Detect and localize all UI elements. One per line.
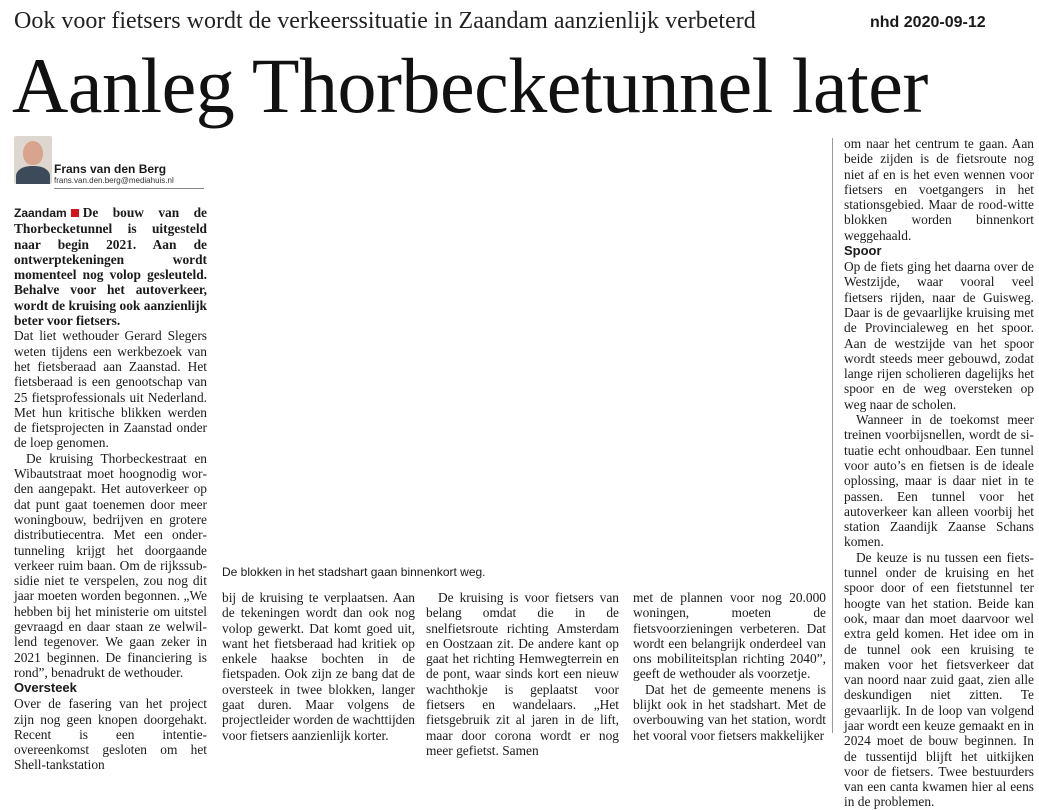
article-headline: Aanleg Thorbecketunnel later bbox=[12, 42, 928, 129]
paragraph: Op de fiets ging het daarna over de Westzijde, waar vooral veel fietsers rijden, naar de Guisweg. Daar is de gevaarlijke kruising met de Provincialeweg en het spoor. Aan de westzijde van het spoor wordt steeds meer gebouwd, zodat lange rijen scholieren dagelijks het spoor en de weg oversteken op weg naar de scholen. bbox=[844, 259, 1034, 412]
paragraph: De kruising Thorbeckestraat en Wibautstraat moet hoognodig worden aangepakt. Het autoverkeer op dat punt gaat toenemen door meer woningbouw, bedrijven en grotere distributiecentra. Met een ondertunneling krijgt het doorgaande verkeer ruim baan. Om de rijkssubsidie niet te verspelen, zou nog dit jaar moeten worden begonnen. „We hebben bij het ministerie om uitstel gevraagd en daar staan ze welwillend tegenover. We gaan zeker in 2021 beginnen. De financiering is rond”, benadrukt de wethouder. bbox=[14, 450, 207, 680]
paragraph: met de plannen voor nog 20.000 woningen, moeten de fietsvoorzieningen verbeteren. Dat wordt een belangrijk onderdeel van ons mobiliteitsplan richting 2040”, geeft de wethouder als voorzetje. bbox=[633, 590, 826, 682]
article-column-2 bbox=[222, 590, 415, 743]
paragraph: om naar het centrum te gaan. Aan beide zijden is de fietsroute nog niet af en is het even wennen voor fietsers en voetgangers in het stationsgebied. Maar de rood-witte blokken worden binnenkort weggehaald. bbox=[844, 136, 1034, 243]
author-name: Frans van den Berg bbox=[54, 162, 167, 176]
paragraph: Dat liet wethouder Gerard Slegers weten tijdens een werkbezoek van het fietsberaad aan Zaanstad. Het fietsberaad is een genootschap van 25 fietsprofessionals uit Nederland. Met hun kritische blikken werden de fietsprojecten in Zaanstad onder de loep genomen. bbox=[14, 328, 207, 451]
author-email: frans.van.den.berg@mediahuis.nl bbox=[54, 176, 174, 185]
paragraph: Dat het de gemeente menens is blijkt ook in het stadshart. Met de overbouwing van het station, wordt het vooral voor fietsers makkelijker bbox=[633, 681, 826, 743]
paragraph: De keuze is nu tussen een fietstunnel onder de kruising en het spoor door of een fietstunnel ter hoogte van het station. Beide kan ook, maar dan moet daarvoor wel extra geld komen. Het idee om in de tunnel ook een kruising te maken voor het fietsverkeer dat van noord naar zuid gaat, zien alle deskundigen niet zitten. Te gevaarlijk. In de loop van volgend jaar wordt een keuze gemaakt en in 2024 moet de bouw beginnen. In de tussentijd blijft het uitkijken voor de fietsers. Twee bestuurders van een canta kwamen hier al eens in de problemen. bbox=[844, 549, 1034, 810]
article-kicker: Ook voor fietsers wordt de verkeerssituatie in Zaandam aanzienlijk verbeterd bbox=[14, 8, 756, 34]
paragraph: bij de kruising te verplaatsen. Aan de tekeningen wordt dan ook nog volop gewerkt. Dat komt goed uit, want het fietsberaad had kritiek op enkele haakse bochten in de fietspaden. Ook zijn ze bang dat de oversteek in twee blokken, langer gaat duren. Maar volgens de projectleider worden de wachttijden voor fietsers aanzienlijk korter. bbox=[222, 590, 415, 743]
byline bbox=[14, 136, 204, 186]
red-square-icon bbox=[71, 209, 79, 217]
paragraph: Over de fasering van het project zijn nog geen knopen doorgehakt. Recent is een intentie-overeenkomst gesloten om het Shell-tankstation bbox=[14, 696, 207, 773]
dateline-place: Zaandam bbox=[14, 206, 67, 220]
column-divider bbox=[832, 138, 833, 733]
article-column-5 bbox=[844, 136, 1034, 810]
paragraph: De kruising is voor fietsers van belang omdat die in de snelfietsroute richting Amsterdam en Oostzaan zit. De andere kant op gaat het richting Hemwegterrein en de pont, waar sinds kort een nieuw wachthokje is geplaatst voor fietsers en wandelaars. „Het fietsgebruik zit al jaren in de lift, maar door corona wordt er nog meer gefietst. Samen bbox=[426, 590, 619, 758]
article-column-4 bbox=[633, 590, 826, 743]
source-dateline: nhd 2020-09-12 bbox=[870, 14, 986, 31]
paragraph: Wanneer in de toekomst meer treinen voorbijsnellen, wordt de situatie echt onhoudbaar. Een tunnel voor auto’s en fietsen is de ideale oplossing, maar is daar niet in te passen. Een tunnel voor het autoverkeer kan alleen voorbij het station Zaandijk Zaanse Schans komen. bbox=[844, 412, 1034, 550]
author-avatar bbox=[14, 136, 52, 184]
article-column-1 bbox=[14, 205, 207, 773]
article-lead: Zaandam De bouw van de Thorbecketunnel is uitgesteld naar begin 2021. Aan de ontwerptekeningen wordt momenteel nog volop gesleuteld. Behalve voor het autoverkeer, wordt de kruising ook aanzienlijk beter voor fietsers. bbox=[14, 205, 207, 329]
photo-caption: De blokken in het stadshart gaan binnenkort weg. bbox=[222, 565, 486, 579]
article-column-3 bbox=[426, 590, 619, 758]
subheading-oversteek: Oversteek bbox=[14, 680, 77, 696]
subheading-spoor: Spoor bbox=[844, 243, 882, 259]
